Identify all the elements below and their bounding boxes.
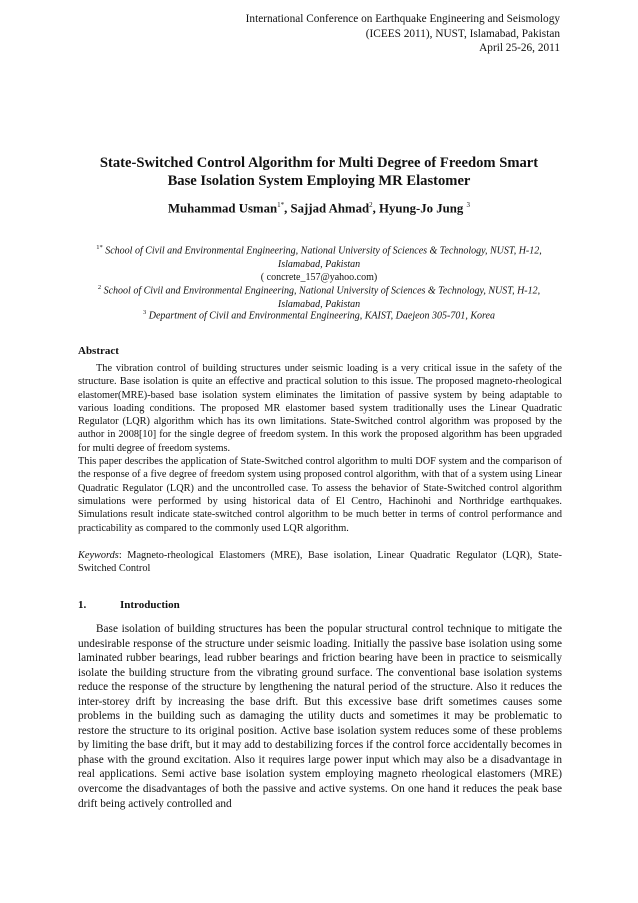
affiliation-line: Islamabad, Pakistan (277, 258, 361, 270)
conference-venue: (ICEES 2011), NUST, Islamabad, Pakistan (365, 27, 560, 40)
author-name: Hyung-Jo Jung (379, 201, 464, 216)
author-mark: 3 (466, 201, 471, 209)
keywords-text: : Magneto-rheological Elastomers (MRE), Base isolation, Linear Quadratic Regulator (LQR), State-Switched Control (78, 550, 562, 575)
title-line-2: Base Isolation System Employing MR Elastomer (167, 173, 471, 189)
introduction-body: Base isolation of building structures has been the popular structural control technique to mitigate the undesirable response of the structure under seismic loading. Initially the passive base isolation using some laminated rubber bearings, lead rubber bearings and friction bearing have been in practice to seismically isolate the building structure from the vibrating ground surface. The conventional base isolation systems reduce the response of the structure by lengthening the natural period of the structure. Also it reduces the inter-storey drift by increasing the base drift. But this excessive base drift sometimes causes some problems in the building such as damaging the utility ducts and sometimes it may be problematic to restore the structure to its original position. Active base isolation system reduces some of these problems by limiting the base drift, but it may add to destabilizing forces if the control force accidentally becomes in phase with the ground excitation. Also it requires large power input which may also be a disadvantage in real applications. Semi active base isolation system employing magneto rheological elastomers (MRE) overcome the disadvantages of both the passive and active systems. On one hand it reduces the peak base drift being actively controlled and (78, 623, 562, 810)
abstract-body (78, 362, 562, 535)
affiliation-line: School of Civil and Environmental Engineering, National University of Sciences & Technology, NUST, H-12, (103, 285, 541, 297)
abstract-heading: Abstract (78, 345, 119, 357)
author-mark: 2 (369, 201, 373, 209)
author-name: Muhammad Usman (167, 201, 278, 216)
affiliation-mark: 2 (97, 284, 102, 291)
affiliation-1 (64, 241, 574, 284)
conference-header (140, 12, 560, 56)
section-title: Introduction (120, 599, 180, 611)
author-mark: 1* (277, 201, 285, 209)
title-line-1: State-Switched Control Algorithm for Multi Degree of Freedom Smart (99, 155, 539, 171)
affiliation-line: Islamabad, Pakistan (277, 298, 361, 310)
abstract-paragraph: This paper describes the application of State-Switched control algorithm to multi DOF system and the comparison of the response of a five degree of freedom system using proposed control algorithm, with that of a system using Linear Quadratic Regulator (LQR) and the uncontrolled case. To assess the behavior of State-Switched control algorithm simulations were performed by using historical data of El Centro, Hachinohi and Northridge earthquakes. Simulations result indicate state-switched control algorithm to be much better in terms of control performance and practicability as compared to the commonly used LQR algorithm. (78, 456, 562, 534)
author-separator: , (284, 201, 291, 216)
affiliation-line: School of Civil and Environmental Engineering, National University of Sciences & Technology, NUST, H-12, (105, 245, 542, 257)
author-email: ( concrete_157@yahoo.com) (260, 271, 378, 283)
paper-title (60, 154, 578, 190)
affiliation-line: Department of Civil and Environmental Engineering, KAIST, Daejeon 305-701, Korea (148, 310, 495, 322)
keywords (78, 549, 562, 576)
section-heading (78, 599, 180, 611)
author-list (60, 201, 578, 216)
conference-name: International Conference on Earthquake Engineering and Seismology (245, 13, 560, 25)
abstract-paragraph: The vibration control of building structures under seismic loading is a very critical issue in the safety of the structure. Base isolation is quite an effective and practical solution to this issue. The proposed magneto-rheological elastomer(MRE)-based base isolation system eliminates the limitation of passive system by being adaptable to various loading conditions. The proposed MR elastomer based system traditionally uses the Linear Quadratic Regulator (LQR) algorithm which has its own limitations. State-Switched control algorithm was proposed by the author in 2008[10] for the single degree of freedom system. In this work the proposed algorithm has been upgraded for multi degree of freedom systems. (78, 363, 562, 454)
author-name: Sajjad Ahmad (290, 201, 370, 216)
author-separator: , (372, 201, 380, 216)
conference-dates: April 25-26, 2011 (479, 42, 560, 54)
affiliation-mark: 3 (143, 309, 147, 316)
section-number: 1. (78, 599, 87, 611)
affiliation-mark: 1* (96, 244, 103, 251)
affiliation-3 (64, 306, 574, 323)
keywords-label: Keywords (78, 550, 119, 561)
